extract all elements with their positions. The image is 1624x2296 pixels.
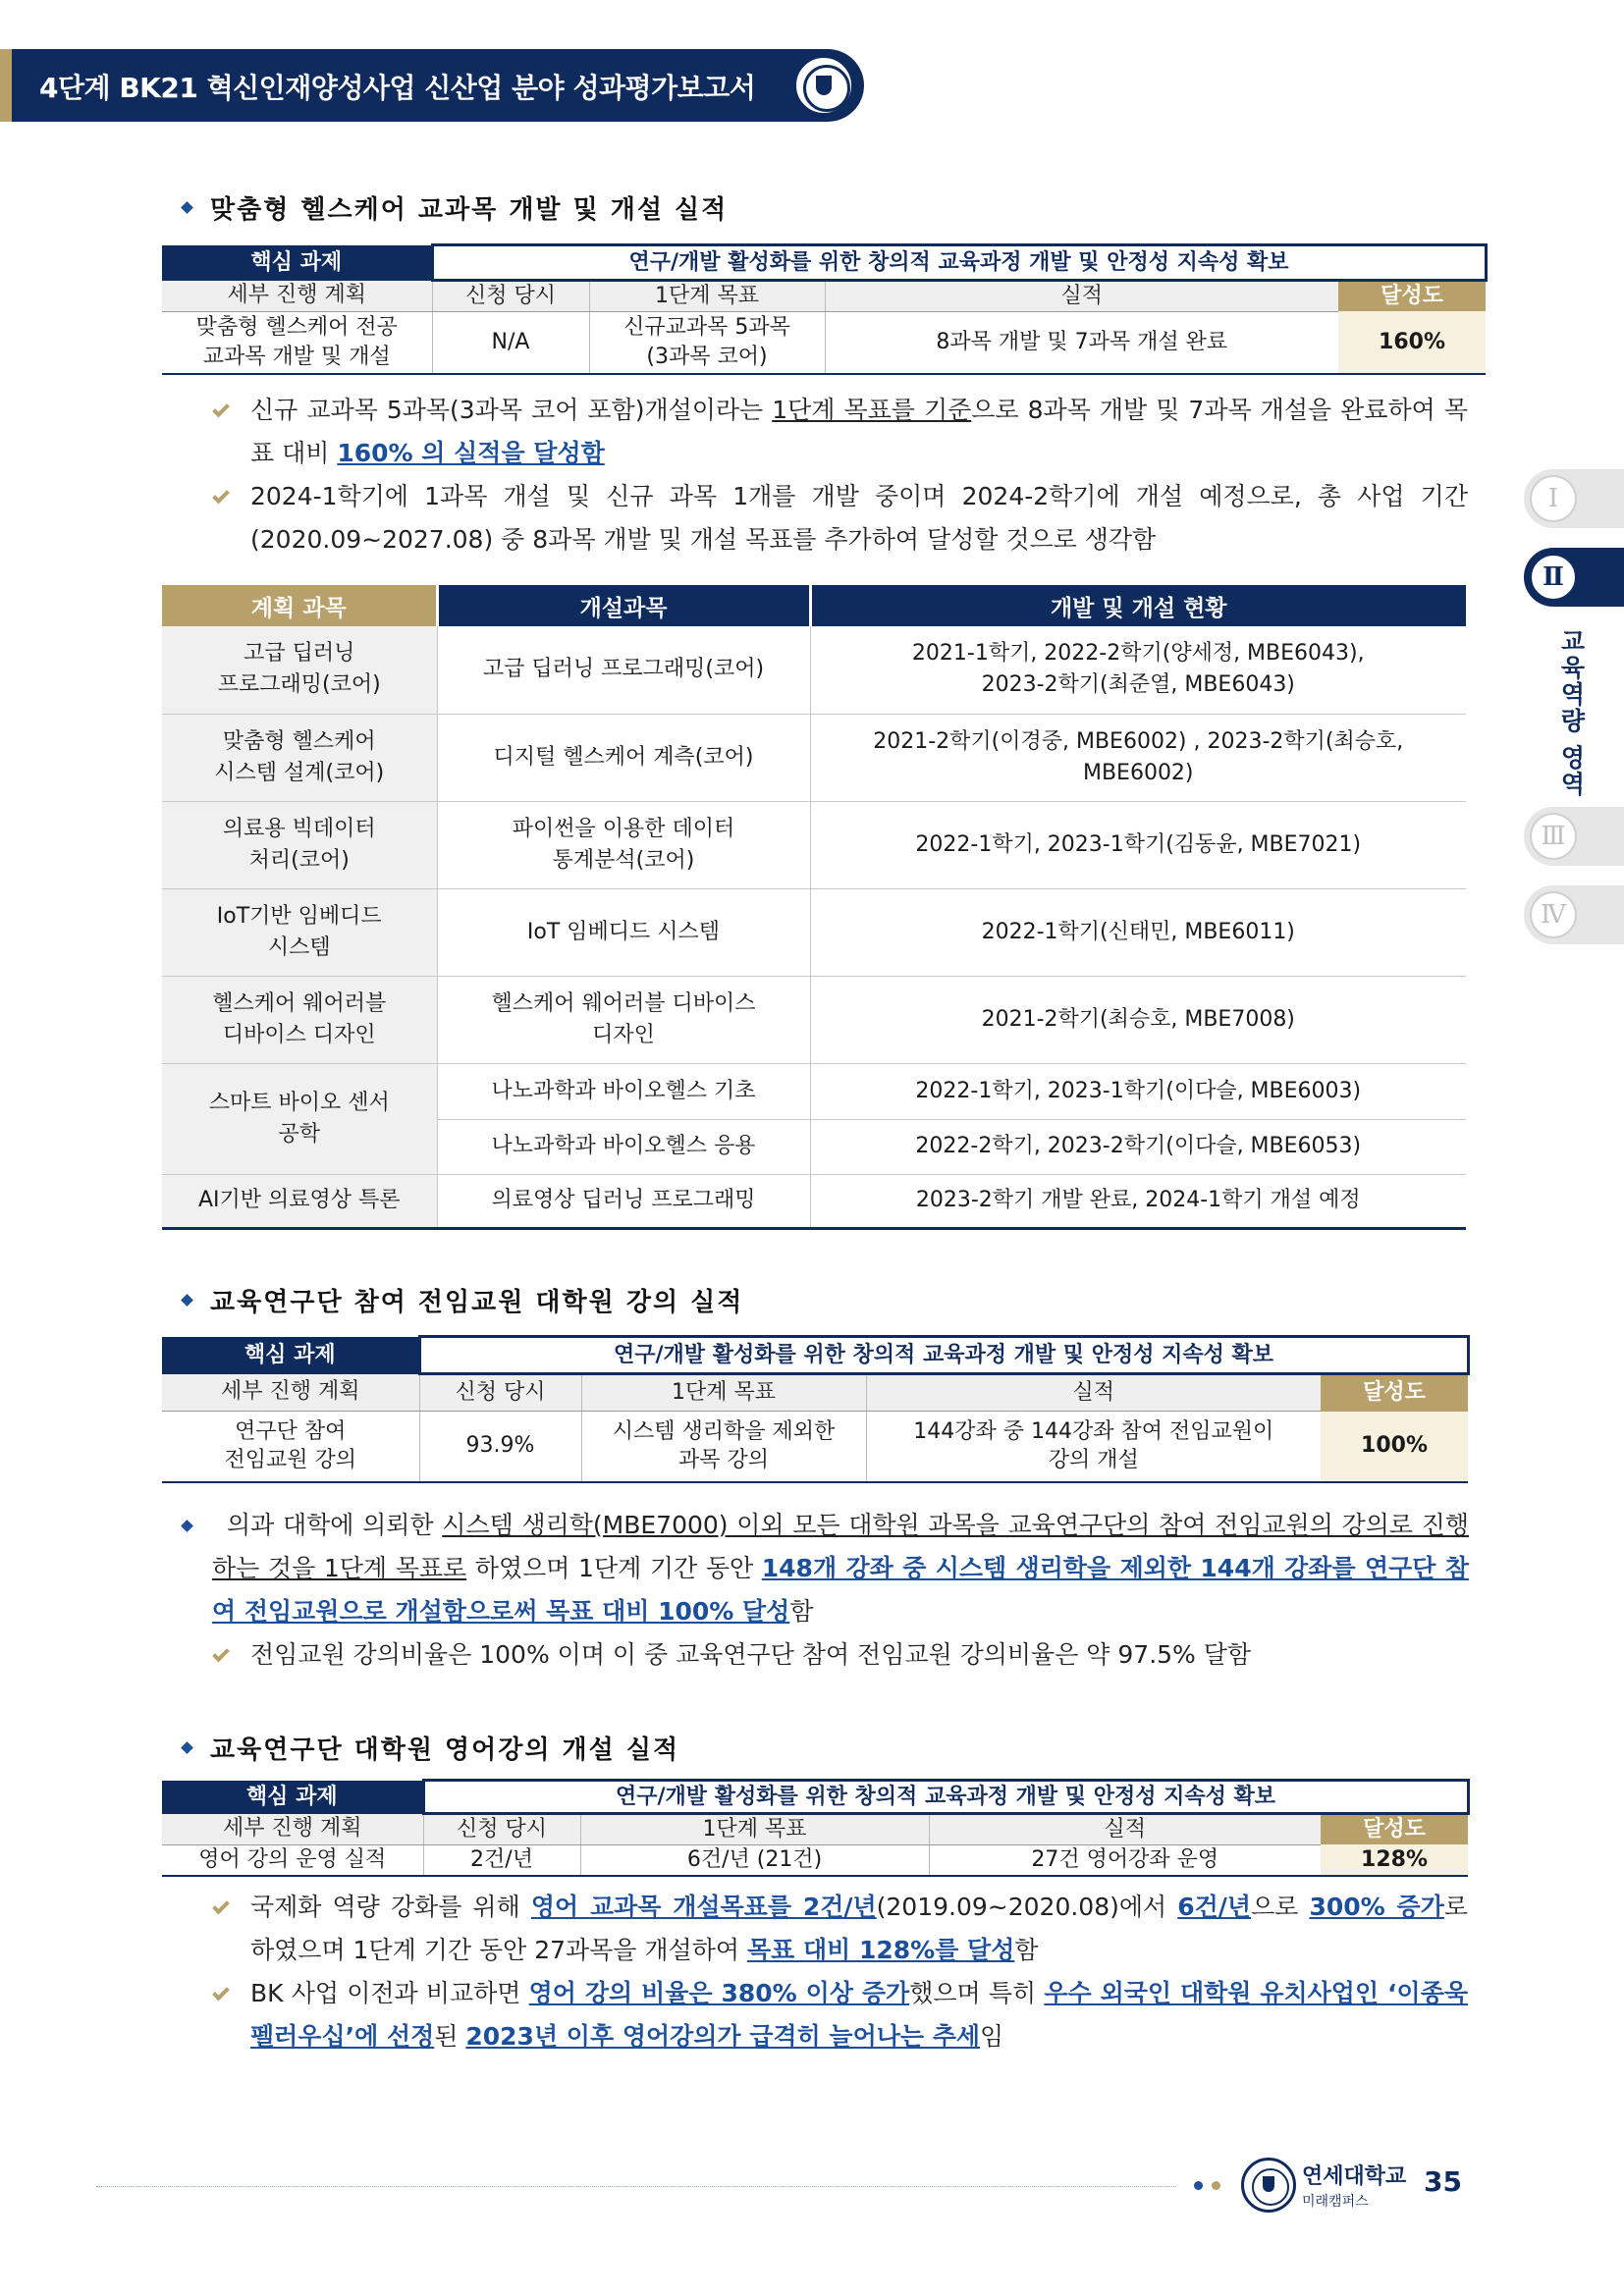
opened-course: 파이썬을 이용한 데이터 통계분석(코어) bbox=[437, 801, 810, 888]
course-status: 2021-2학기(최승호, MBE7008) bbox=[810, 976, 1466, 1063]
report-title: 4단계 BK21 혁신인재양성사업 신산업 분야 성과평가보고서 bbox=[39, 72, 756, 104]
col-header: 실적 bbox=[929, 1814, 1321, 1845]
check-icon bbox=[212, 1645, 230, 1663]
col-header: 신청 당시 bbox=[432, 281, 589, 312]
bullet-text: BK 사업 이전과 비교하면 영어 강의 비율은 380% 이상 증가했으며 특히 우수 외국인 대학원 유치사업인 ‘이종욱 펠러우십’에 선정된 2023년 이후 영어강의가 급격히 늘어나는 추세임 bbox=[250, 1979, 1468, 2051]
key-task-value: 연구/개발 활성화를 위한 창의적 교육과정 개발 및 안정성 지속성 확보 bbox=[419, 1337, 1468, 1374]
course-status: 2023-2학기 개발 완료, 2024-1학기 개설 예정 bbox=[810, 1174, 1466, 1228]
section-heading: 교육연구단 참여 전임교원 대학원 강의 실적 bbox=[210, 1288, 744, 1317]
side-tab-number: Ⅲ bbox=[1530, 813, 1577, 860]
col-header: 실적 bbox=[825, 281, 1338, 312]
university-seal-icon bbox=[1241, 2158, 1296, 2213]
col-header: 실적 bbox=[866, 1374, 1321, 1412]
side-tab-4[interactable] bbox=[1524, 885, 1624, 944]
opened-course: 의료영상 딥러닝 프로그래밍 bbox=[437, 1174, 810, 1228]
summary-table bbox=[162, 243, 1488, 375]
body-paragraph: 의과 대학에 의뢰한 시스템 생리학(MBE7000) 이외 모든 대학원 과목을 교육연구단의 참여 전임교원의 강의로 진행하는 것을 1단계 목표로 하였으며 1단계 기간 동안 148개 강좌 중 시스템 생리학을 제외한 144개 강좌를 연구단 참여 전임교원으로 개설함으로써 목표 대비 100% 달성함 bbox=[212, 1511, 1470, 1626]
baseline-cell: N/A bbox=[432, 311, 589, 374]
side-tab-3[interactable] bbox=[1524, 807, 1624, 866]
target-cell: 시스템 생리학을 제외한 과목 강의 bbox=[581, 1412, 866, 1482]
key-task-label: 핵심 과제 bbox=[162, 1781, 423, 1814]
key-task-label: 핵심 과제 bbox=[162, 245, 432, 281]
side-tab-number: Ⅱ bbox=[1530, 554, 1577, 601]
col-header: 1단계 목표 bbox=[589, 281, 825, 312]
course-status: 2021-1학기, 2022-2학기(양세정, MBE6043), 2023-2학기(최준열, MBE6043) bbox=[810, 626, 1466, 714]
table-row bbox=[162, 1174, 1466, 1228]
section-heading: 맞춤형 헬스케어 교과목 개발 및 개설 실적 bbox=[210, 195, 729, 225]
course-status: 2022-1학기, 2023-1학기(김동윤, MBE7021) bbox=[810, 801, 1466, 888]
achievement-header: 달성도 bbox=[1338, 281, 1486, 312]
table-row bbox=[162, 801, 1466, 888]
col-header: 개발 및 개설 현황 bbox=[810, 585, 1466, 626]
baseline-cell: 2건/년 bbox=[423, 1844, 580, 1876]
campus-name: 미래캠퍼스 bbox=[1302, 2194, 1369, 2210]
page-header bbox=[0, 49, 864, 122]
col-header: 1단계 목표 bbox=[580, 1814, 929, 1845]
table-row bbox=[162, 1063, 1466, 1119]
bullet-text: 국제화 역량 강화를 위해 영어 교과목 개설목표를 2건/년(2019.09~2020.08)에서 6건/년으로 300% 증가로 하였으며 1단계 기간 동안 27과목을 개설하여 목표 대비 128%를 달성함 bbox=[250, 1893, 1468, 1964]
bullet-text: 전임교원 강의비율은 100% 이며 이 중 교육연구단 참여 전임교원 강의비율은 약 97.5% 달함 bbox=[250, 1640, 1252, 1669]
result-cell: 8과목 개발 및 7과목 개설 완료 bbox=[825, 311, 1338, 374]
bullet-text: 신규 교과목 5과목(3과목 코어 포함)개설이라는 1단계 목표를 기준으로 8과목 개발 및 7과목 개설을 완료하여 목표 대비 160% 의 실적을 달성함 bbox=[250, 396, 1468, 467]
bullet-text: 2024-1학기에 1과목 개설 및 신규 과목 1개를 개발 중이며 2024-2학기에 개설 예정으로, 총 사업 기간(2020.09~2027.08) 중 8과목 개발 및 개설 목표를 추가하여 달성할 것으로 생각함 bbox=[250, 482, 1468, 554]
achievement-cell: 100% bbox=[1321, 1412, 1468, 1482]
table-row bbox=[162, 888, 1466, 976]
col-header: 세부 진행 계획 bbox=[162, 281, 432, 312]
footer-divider bbox=[96, 2186, 1176, 2187]
key-task-value: 연구/개발 활성화를 위한 창의적 교육과정 개발 및 안정성 지속성 확보 bbox=[432, 245, 1486, 281]
plan-course: 스마트 바이오 센서 공학 bbox=[162, 1063, 437, 1174]
col-header: 개설과목 bbox=[437, 585, 810, 626]
university-seal-icon bbox=[793, 55, 854, 116]
key-task-value: 연구/개발 활성화를 위한 창의적 교육과정 개발 및 안정성 지속성 확보 bbox=[423, 1781, 1468, 1814]
col-header: 신청 당시 bbox=[423, 1814, 580, 1845]
university-name: 연세대학교 bbox=[1302, 2164, 1407, 2189]
col-header: 신청 당시 bbox=[419, 1374, 581, 1412]
course-status: 2022-1학기(신태민, MBE6011) bbox=[810, 888, 1466, 976]
course-status: 2022-2학기, 2023-2학기(이다슬, MBE6053) bbox=[810, 1119, 1466, 1174]
table-row bbox=[162, 714, 1466, 801]
key-task-label: 핵심 과제 bbox=[162, 1337, 419, 1374]
opened-course: 디지털 헬스케어 계측(코어) bbox=[437, 714, 810, 801]
opened-course: 나노과학과 바이오헬스 기초 bbox=[437, 1063, 810, 1119]
plan-course: 고급 딥러닝 프로그래밍(코어) bbox=[162, 626, 437, 714]
opened-course: 헬스케어 웨어러블 디바이스 디자인 bbox=[437, 976, 810, 1063]
col-header: 계획 과목 bbox=[162, 585, 437, 626]
plan-course: 맞춤형 헬스케어 시스템 설계(코어) bbox=[162, 714, 437, 801]
bullet-diamond-icon bbox=[181, 1741, 193, 1754]
plan-cell: 연구단 참여 전임교원 강의 bbox=[162, 1412, 419, 1482]
achievement-cell: 128% bbox=[1321, 1844, 1468, 1876]
target-cell: 6건/년 (21건) bbox=[580, 1844, 929, 1876]
side-tab-2[interactable] bbox=[1524, 548, 1624, 607]
achievement-header: 달성도 bbox=[1321, 1814, 1468, 1845]
check-icon bbox=[212, 487, 230, 505]
target-cell: 신규교과목 5과목 (3과목 코어) bbox=[589, 311, 825, 374]
baseline-cell: 93.9% bbox=[419, 1412, 581, 1482]
bullet-diamond-icon bbox=[181, 1520, 193, 1532]
side-tab-1[interactable] bbox=[1524, 469, 1624, 528]
footer-dot-icon bbox=[1194, 2181, 1203, 2190]
opened-course: 고급 딥러닝 프로그래밍(코어) bbox=[437, 626, 810, 714]
summary-table bbox=[162, 1779, 1470, 1877]
col-header: 1단계 목표 bbox=[581, 1374, 866, 1412]
plan-course: AI기반 의료영상 특론 bbox=[162, 1174, 437, 1228]
side-tab-number: Ⅳ bbox=[1530, 891, 1577, 938]
result-cell: 27건 영어강좌 운영 bbox=[929, 1844, 1321, 1876]
section-heading: 교육연구단 대학원 영어강의 개설 실적 bbox=[210, 1735, 680, 1765]
col-header: 세부 진행 계획 bbox=[162, 1374, 419, 1412]
side-tab-number: Ⅰ bbox=[1530, 475, 1577, 522]
plan-course: 의료용 빅데이터 처리(코어) bbox=[162, 801, 437, 888]
side-tab-label: 교육역량 영역 bbox=[1557, 628, 1586, 798]
check-icon bbox=[212, 1984, 230, 2002]
achievement-cell: 160% bbox=[1338, 311, 1486, 374]
course-status: 2022-1학기, 2023-1학기(이다슬, MBE6003) bbox=[810, 1063, 1466, 1119]
table-row bbox=[162, 626, 1466, 714]
col-header: 세부 진행 계획 bbox=[162, 1814, 423, 1845]
table-row bbox=[162, 976, 1466, 1063]
opened-course: 나노과학과 바이오헬스 응용 bbox=[437, 1119, 810, 1174]
plan-course: 헬스케어 웨어러블 디바이스 디자인 bbox=[162, 976, 437, 1063]
course-table bbox=[162, 585, 1466, 1230]
summary-table bbox=[162, 1335, 1470, 1483]
bullet-diamond-icon bbox=[181, 201, 193, 214]
footer-dot-icon bbox=[1212, 2181, 1220, 2190]
bullet-diamond-icon bbox=[181, 1294, 193, 1307]
header-accent bbox=[0, 49, 12, 122]
achievement-header: 달성도 bbox=[1321, 1374, 1468, 1412]
plan-cell: 영어 강의 운영 실적 bbox=[162, 1844, 423, 1876]
page-number: 35 bbox=[1424, 2165, 1462, 2198]
check-icon bbox=[212, 400, 230, 418]
result-cell: 144강좌 중 144강좌 참여 전임교원이 강의 개설 bbox=[866, 1412, 1321, 1482]
plan-course: IoT기반 임베디드 시스템 bbox=[162, 888, 437, 976]
plan-cell: 맞춤형 헬스케어 전공 교과목 개발 및 개설 bbox=[162, 311, 432, 374]
opened-course: IoT 임베디드 시스템 bbox=[437, 888, 810, 976]
check-icon bbox=[212, 1897, 230, 1915]
course-status: 2021-2학기(이경중, MBE6002) , 2023-2학기(최승호, MBE6002) bbox=[810, 714, 1466, 801]
